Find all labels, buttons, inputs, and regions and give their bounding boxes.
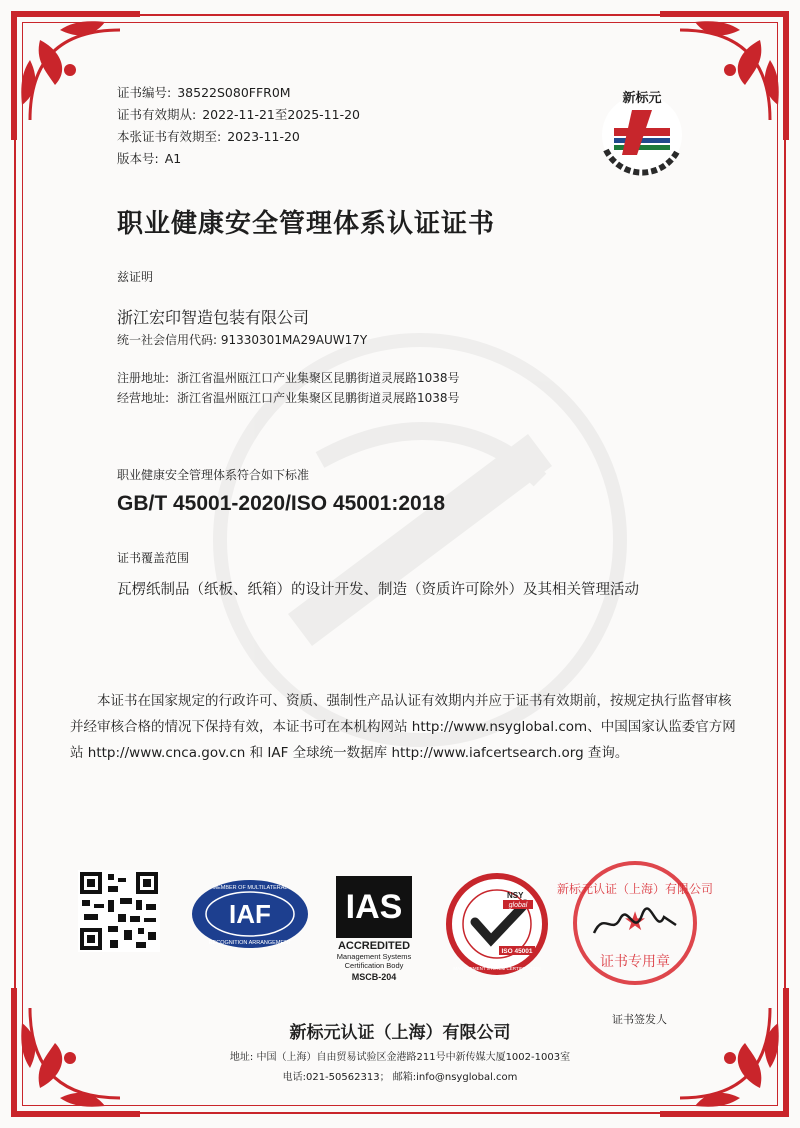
validity-notice: 本证书在国家规定的行政许可、资质、强制性产品认证有效期内并应于证书有效期前，按规定执行监督审核并经审核合格的情况下保持有效，本证书可在本机构网站 http://www.nsyglobal.com、中国国家认监委官方网站 http://www.cnca.gov.cn 和 IAF 全球统一数据库 http://www.iafcertsearch.org 查询。 xyxy=(70,693,736,761)
ias-accreditation-mark xyxy=(336,876,412,982)
company-name: 浙江宏印智造包装有限公司 xyxy=(117,308,310,327)
validity-label: 证书有效期从: xyxy=(117,107,197,122)
address-block xyxy=(117,368,460,408)
signer-label: 证书签发人 xyxy=(612,1013,667,1026)
certificate-meta xyxy=(117,82,360,170)
issuer-address xyxy=(0,1048,800,1063)
nsy-iso-text: ISO 45001 xyxy=(501,948,533,955)
qr-code-icon xyxy=(78,870,160,952)
this-validity-value: 2023-11-20 xyxy=(227,129,300,144)
standard-value: GB/T 45001-2020/ISO 45001:2018 xyxy=(117,492,446,515)
phone-label: 电话: xyxy=(282,1072,306,1083)
credit-code xyxy=(117,331,367,348)
seal-bottom-text: 证书专用章 xyxy=(600,954,670,970)
ias-code: MSCB-204 xyxy=(351,972,397,982)
standard-label: 职业健康安全管理体系符合如下标准 xyxy=(117,468,310,482)
issuer-address-value: 中国（上海）自由贸易试验区金港路211号中新传媒大厦1002-1003室 xyxy=(256,1052,571,1063)
scope-label: 证书覆盖范围 xyxy=(117,551,190,565)
iaf-ring-bottom: RECOGNITION ARRANGEMENT xyxy=(208,940,292,946)
ias-line2: Certification Body xyxy=(344,961,404,970)
ias-logo-text: IAS xyxy=(336,876,412,938)
issuer-address-label: 地址: xyxy=(229,1052,254,1063)
cert-number-label: 证书编号: xyxy=(117,85,172,100)
op-address-label: 经营地址: xyxy=(117,391,170,405)
nsy-brand-logo-icon xyxy=(592,80,692,180)
credit-code-value: 91330301MA29AUW17Y xyxy=(220,333,368,347)
ias-line1: Management Systems xyxy=(336,952,412,961)
version-value: A1 xyxy=(164,151,182,166)
email-label: 邮箱: xyxy=(392,1072,417,1083)
iaf-ring-top: MEMBER OF MULTILATERAL xyxy=(212,885,288,891)
phone-value: 021-50562313 xyxy=(305,1072,380,1083)
reg-address-label: 注册地址: xyxy=(117,371,170,385)
scope-value: 瓦楞纸制品（纸板、纸箱）的设计开发、制造（资质许可除外）及其相关管理活动 xyxy=(117,582,639,598)
email-value: info@nsyglobal.com xyxy=(416,1072,518,1083)
seal-ring-text: 新标元认证（上海）有限公司 xyxy=(556,882,714,896)
svg-text:★: ★ xyxy=(623,907,647,937)
issuer-name: 新标元认证（上海）有限公司 xyxy=(289,1023,511,1043)
top-logo-text: 新标元 xyxy=(622,91,662,106)
version-label: 版本号: xyxy=(117,151,159,166)
validity-value: 2022-11-21至2025-11-20 xyxy=(202,107,361,122)
iaf-text: IAF xyxy=(229,899,271,929)
nsy-ring-text: MANAGEMENT SYSTEM CERTIFICATION xyxy=(453,966,541,971)
credit-code-label: 统一社会信用代码: xyxy=(117,333,218,347)
nsy-global-text: global xyxy=(508,902,528,909)
this-validity-label: 本张证书有效期至: xyxy=(117,129,222,144)
nsy-top-text: NSY xyxy=(507,891,524,900)
issuer-contact: 电话:021-50562313； 邮箱:info@nsyglobal.com xyxy=(282,1072,518,1083)
certificate-title: 职业健康安全管理体系认证证书 xyxy=(117,209,496,239)
iaf-logo-icon xyxy=(190,878,310,950)
hereby-text: 兹证明 xyxy=(117,270,154,284)
op-address-value: 浙江省温州瓯江口产业集聚区昆鹏街道灵展路1038号 xyxy=(177,391,460,405)
cert-number: 38522S080FFR0M xyxy=(177,85,291,100)
ias-accredited: ACCREDITED xyxy=(337,940,411,952)
reg-address-value: 浙江省温州瓯江口产业集聚区昆鹏街道灵展路1038号 xyxy=(177,371,460,385)
nsy-certification-mark-icon xyxy=(445,872,549,976)
signature-icon xyxy=(590,905,680,945)
